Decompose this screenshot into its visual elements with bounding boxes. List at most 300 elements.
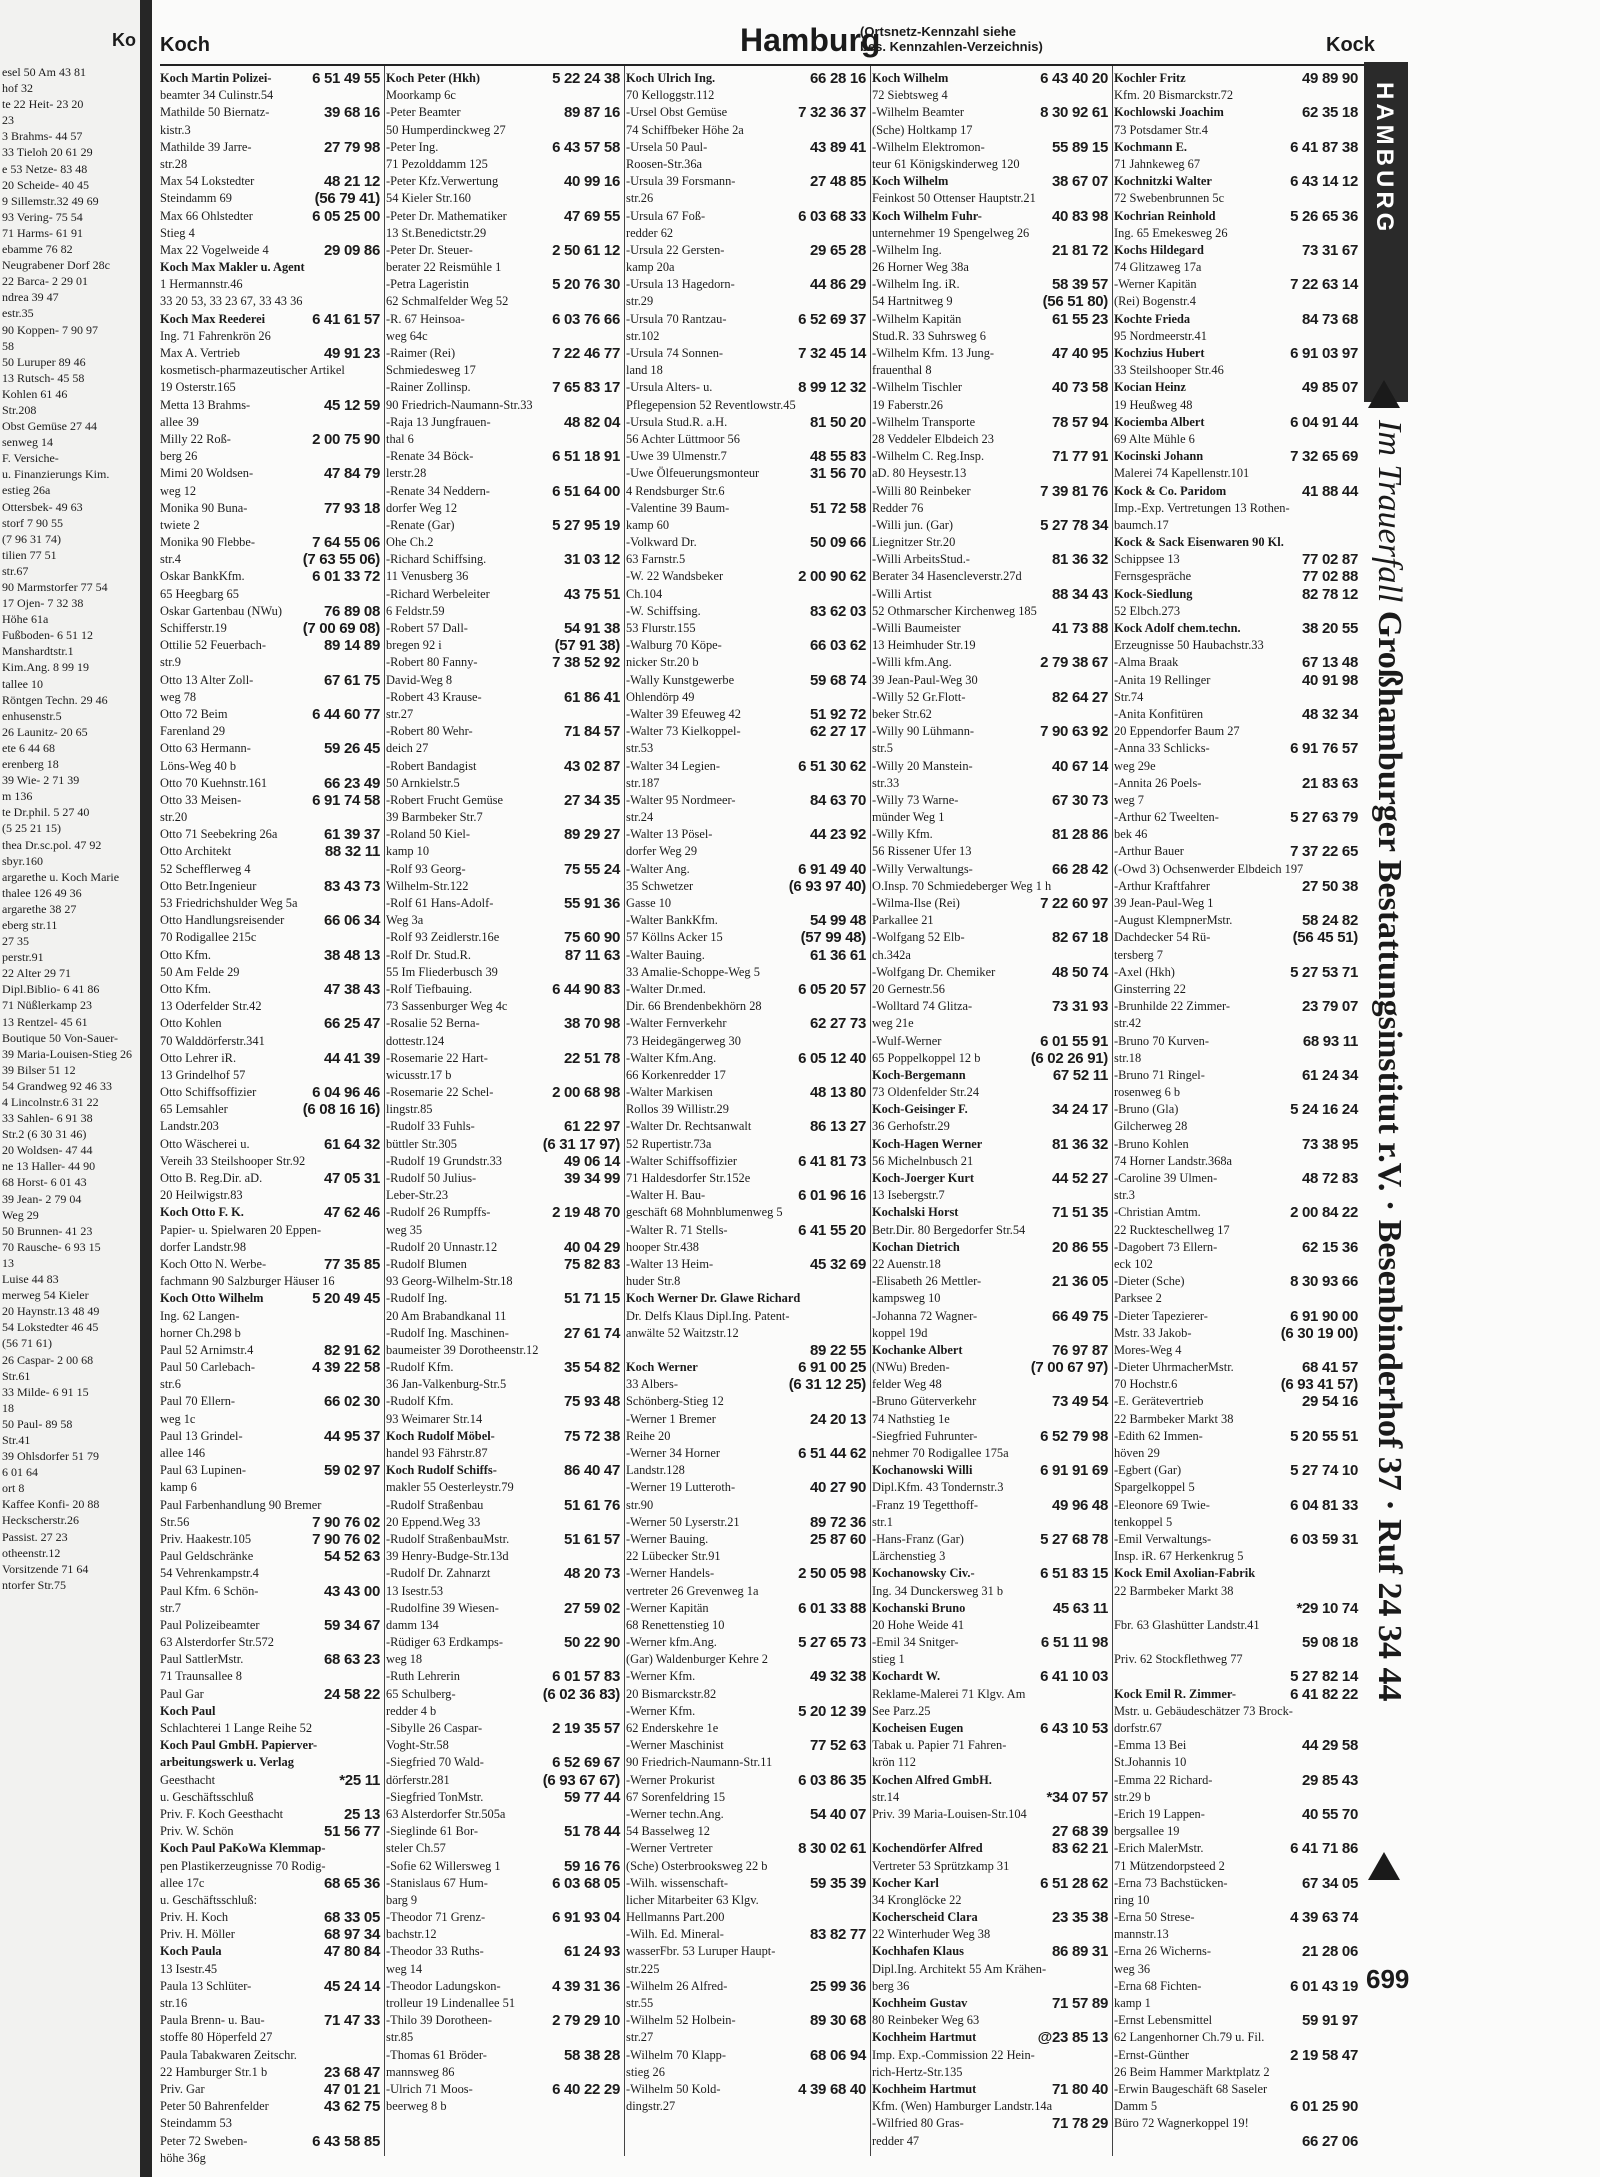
previous-page-line: 33 Sahlen- 6 91 38 — [2, 1111, 93, 1126]
entry-text: Otto 13 Alter Zoll- — [160, 672, 254, 687]
phone-number: 40 73 58 — [1052, 379, 1108, 397]
phone-number: 83 62 03 — [810, 602, 866, 620]
entry-text: -Rolf Dr. Stud.R. — [386, 947, 472, 962]
directory-entry — [626, 1393, 868, 1410]
directory-entry — [386, 672, 622, 689]
directory-entry — [386, 929, 622, 946]
entry-text: -Willy 52 Gr.Flott- — [872, 689, 966, 704]
entry-text: -Ursela 50 Paul- — [626, 139, 708, 154]
directory-entry — [872, 1806, 1110, 1823]
phone-number: 27 34 35 — [564, 791, 620, 809]
directory-entry — [626, 1290, 868, 1307]
directory-entry — [160, 1823, 382, 1840]
entry-text: Kochanowski Willi — [872, 1463, 973, 1478]
previous-page-line: senweg 14 — [2, 435, 53, 450]
entry-text: Dipl.Kfm. 43 Tondernstr.3 — [872, 1480, 1004, 1495]
directory-entry — [626, 929, 868, 946]
entry-text: 66 Korkenredder 17 — [626, 1067, 726, 1082]
directory-entry — [626, 517, 868, 534]
directory-entry — [160, 87, 382, 104]
phone-number: 89 72 36 — [810, 1513, 866, 1531]
entry-text: -Rolf 93 Georg- — [386, 861, 466, 876]
entry-text: Otto Schiffsoffizier — [160, 1085, 257, 1100]
entry-text: -Willi kfm.Ang. — [872, 655, 952, 670]
directory-entry — [160, 1772, 382, 1789]
entry-text: 56 Rissener Ufer 13 — [872, 844, 972, 859]
directory-entry — [626, 328, 868, 345]
previous-page-line: u. Finanzierungs Kim. — [2, 467, 110, 482]
directory-entry — [1114, 1118, 1360, 1135]
entry-text: Ing. 71 Fahrenkrön 26 — [160, 328, 271, 343]
entry-text: 71 Jahnkeweg 67 — [1114, 156, 1201, 171]
directory-entry — [160, 1445, 382, 1462]
entry-text: str.14 — [872, 1789, 900, 1804]
entry-text: 26 Beim Hammer Marktplatz 2 — [1114, 2064, 1270, 2079]
directory-entry — [386, 2064, 622, 2081]
phone-number: 43 02 87 — [564, 757, 620, 775]
entry-text: Koch-Joerger Kurt — [872, 1171, 974, 1185]
phone-number: 61 24 93 — [564, 1943, 620, 1961]
entry-text: str.3 — [1114, 1188, 1135, 1203]
entry-text: Koch Otto N. Werbe- — [160, 1256, 267, 1271]
entry-text: bregen 92 i — [386, 638, 442, 653]
entry-text: -Walter Dr.med. — [626, 981, 706, 996]
phone-number: 4 39 22 58 — [312, 1359, 380, 1377]
entry-text: kosmetisch-pharmazeutischer Artikel — [160, 363, 345, 378]
directory-entry — [872, 1170, 1110, 1187]
directory-entry — [872, 362, 1110, 379]
directory-entry — [160, 740, 382, 757]
directory-entry — [386, 397, 622, 414]
entry-text: Damm 5 — [1114, 2099, 1158, 2114]
phone-number: 25 87 60 — [810, 1530, 866, 1548]
directory-entry — [872, 706, 1110, 723]
directory-entry — [160, 1754, 382, 1771]
phone-number: 29 54 16 — [1302, 1393, 1358, 1411]
header-note-line2: bes. Kennzahlen-Verzeichnis) — [860, 39, 1043, 54]
directory-entry — [872, 1703, 1110, 1720]
phone-number: 59 35 39 — [810, 1874, 866, 1892]
phone-number: 29 09 86 — [324, 241, 380, 259]
entry-text: Paul Kfm. 6 Schön- — [160, 1583, 259, 1598]
entry-text: -Robert 80 Wehr- — [386, 724, 473, 739]
entry-text: -Siegfried 70 Wald- — [386, 1755, 484, 1770]
entry-text: -August KlempnerMstr. — [1114, 913, 1233, 928]
directory-entry — [626, 1703, 868, 1720]
phone-number: 6 52 69 67 — [552, 1754, 620, 1772]
directory-entry — [872, 2081, 1110, 2098]
entry-text: Kochheim Hartmut — [872, 2081, 977, 2096]
directory-entry — [872, 1222, 1110, 1239]
entry-text: -Alma Braak — [1114, 655, 1179, 670]
entry-text: 33 20 53, 33 23 67, 33 43 36 — [160, 294, 303, 309]
directory-entry — [626, 603, 868, 620]
directory-entry — [872, 1943, 1110, 1960]
entry-text: Fbr. 63 Glashütter Landstr.41 — [1114, 1617, 1260, 1632]
directory-entry — [160, 1909, 382, 1926]
entry-text: Otto Betr.Ingenieur — [160, 878, 257, 893]
directory-entry — [626, 1273, 868, 1290]
entry-text: weg 12 — [160, 483, 197, 498]
directory-entry — [872, 654, 1110, 671]
entry-text: 71 Pezolddamm 125 — [386, 156, 488, 171]
header-right-label: Kock — [1326, 34, 1375, 56]
entry-text: bek 46 — [1114, 827, 1148, 842]
entry-text: 26 Horner Weg 38a — [872, 260, 969, 275]
phone-number: 47 80 84 — [324, 1943, 380, 1961]
directory-entry — [386, 878, 622, 895]
entry-text: -Willi Artist — [872, 586, 932, 601]
entry-text: Landstr.128 — [626, 1463, 685, 1478]
entry-text: Koch Martin Polizei- — [160, 71, 272, 85]
directory-entry — [626, 1325, 868, 1342]
directory-entry — [160, 1222, 382, 1239]
entry-text: 19 Faberstr.26 — [872, 397, 943, 412]
directory-entry — [386, 345, 622, 362]
entry-text: Betr.Dir. 80 Bergedorfer Str.54 — [872, 1222, 1026, 1237]
directory-entry — [872, 2029, 1110, 2046]
previous-page-line: 20 Haynstr.13 48 49 — [2, 1304, 100, 1319]
entry-text: kamp 10 — [386, 844, 430, 859]
directory-entry — [386, 843, 622, 860]
directory-entry — [160, 431, 382, 448]
phone-number: 86 40 47 — [564, 1462, 620, 1480]
phone-number: 27 48 85 — [810, 173, 866, 191]
directory-entry — [1114, 311, 1360, 328]
entry-text: Pflegepension 52 Reventlowstr.45 — [626, 397, 796, 412]
phone-number: 6 01 57 83 — [552, 1668, 620, 1686]
directory-entry — [386, 568, 622, 585]
entry-text: Otto Lehrer iR. — [160, 1050, 237, 1065]
entry-text: -Wally Kunstgewerbe — [626, 672, 735, 687]
directory-entry — [626, 1961, 868, 1978]
entry-text: -Walter 13 Pösel- — [626, 827, 713, 842]
entry-text: 93 Weimarer Str.14 — [386, 1411, 483, 1426]
phone-number: 6 03 59 31 — [1290, 1530, 1358, 1548]
directory-entry — [386, 1634, 622, 1651]
entry-text: 20 Am Brabandkanal 11 — [386, 1308, 507, 1323]
phone-number: 6 44 60 77 — [312, 705, 380, 723]
vertical-advertisement — [1362, 420, 1412, 2060]
directory-entry — [626, 190, 868, 207]
entry-text: -Wolfgang Dr. Chemiker — [872, 964, 996, 979]
entry-text: 13 St.Benedictstr.29 — [386, 225, 487, 240]
phone-number: 8 99 12 32 — [798, 379, 866, 397]
entry-text: -Volkward Dr. — [626, 535, 697, 550]
entry-text: rich-Hertz-Str.135 — [872, 2064, 963, 2079]
previous-page-line: Str.208 — [2, 402, 37, 417]
directory-entry — [386, 689, 622, 706]
directory-entry — [872, 672, 1110, 689]
entry-text: -Dieter Tapezierer- — [1114, 1308, 1208, 1323]
entry-text: stoffe 80 Höperfeld 27 — [160, 2030, 273, 2045]
directory-entry — [1114, 1565, 1360, 1582]
phone-number: 6 43 58 85 — [312, 2132, 380, 2150]
directory-entry — [1114, 1136, 1360, 1153]
entry-text: Koch Wilhelm — [872, 71, 949, 85]
directory-entry — [160, 861, 382, 878]
directory-entry — [872, 586, 1110, 603]
entry-text: 90 Friedrich-Naumann-Str.11 — [626, 1755, 773, 1770]
directory-entry — [626, 2064, 868, 2081]
entry-text: str.4 — [160, 552, 181, 567]
entry-text: Max A. Vertrieb — [160, 346, 240, 360]
entry-text: -Walter Schiffsoffizier — [626, 1153, 738, 1168]
entry-text: 20 Heilwigstr.83 — [160, 1188, 243, 1203]
phone-number: 29 65 28 — [810, 241, 866, 259]
phone-number: 40 27 90 — [810, 1479, 866, 1497]
directory-entry — [160, 947, 382, 964]
column-4 — [872, 70, 1110, 2170]
entry-text: 65 Schulberg- — [386, 1686, 456, 1701]
directory-entry — [386, 1943, 622, 1960]
entry-text: makler 55 Oesterleystr.79 — [386, 1480, 514, 1495]
entry-text: Paul 50 Carlebach- — [160, 1360, 255, 1375]
directory-entry — [1114, 672, 1360, 689]
directory-entry — [626, 878, 868, 895]
directory-entry — [626, 1943, 868, 1960]
directory-entry — [626, 431, 868, 448]
entry-text: -Ursula 22 Gersten- — [626, 242, 725, 257]
entry-text: -Dieter UhrmacherMstr. — [1114, 1360, 1234, 1375]
directory-entry — [1114, 465, 1360, 482]
directory-entry — [160, 1995, 382, 2012]
directory-entry — [386, 517, 622, 534]
previous-page-line: 90 Koppen- 7 90 97 — [2, 322, 98, 337]
entry-text: Vereih 33 Steilshooper Str.92 — [160, 1153, 306, 1168]
entry-text: 33 Steilshooper Str.46 — [1114, 363, 1224, 378]
entry-text: u. Geschäftsschluß: — [160, 1892, 258, 1907]
directory-entry — [872, 70, 1110, 87]
directory-entry — [1114, 654, 1360, 671]
phone-number: 5 24 16 24 — [1290, 1101, 1358, 1119]
directory-entry — [872, 1050, 1110, 1067]
phone-number: 87 11 63 — [564, 946, 620, 964]
phone-number: 84 73 68 — [1302, 310, 1358, 328]
directory-entry — [160, 2029, 382, 2046]
entry-text: deich 27 — [386, 741, 429, 756]
previous-page-line: 3 Brahms- 44 57 — [2, 129, 83, 144]
directory-entry — [1114, 1978, 1360, 1995]
entry-text: -Rudolf 50 Julius- — [386, 1171, 477, 1185]
directory-entry — [626, 1892, 868, 1909]
entry-text: -Wilh. wissenschaft- — [626, 1875, 729, 1890]
directory-entry — [626, 414, 868, 431]
column-divider — [870, 66, 871, 2156]
previous-page-line: Vorsitzende 71 64 — [2, 1561, 89, 1576]
phone-number: 6 01 33 88 — [798, 1599, 866, 1617]
phone-number: 55 91 36 — [564, 895, 620, 912]
entry-text: -Werner 34 Horner — [626, 1446, 720, 1460]
entry-text: krön 112 — [872, 1755, 916, 1770]
directory-entry — [160, 1239, 382, 1256]
directory-entry — [160, 1703, 382, 1720]
entry-text: allee 146 — [160, 1446, 206, 1460]
entry-text: berg 36 — [872, 1978, 910, 1993]
entry-text: -Renate (Gar) — [386, 517, 455, 532]
entry-text: -Bruno Kohlen — [1114, 1136, 1189, 1151]
phone-number: 21 83 63 — [1302, 774, 1358, 792]
directory-entry — [626, 1926, 868, 1943]
directory-entry — [872, 1136, 1110, 1153]
phone-number: 73 38 95 — [1302, 1135, 1358, 1153]
directory-entry — [626, 1514, 868, 1531]
directory-entry — [160, 1153, 382, 1170]
entry-text: -Rudolf Kfm. — [386, 1360, 454, 1375]
entry-text: ch.342a — [872, 947, 911, 962]
entry-text: Paul 52 Arnimstr.4 — [160, 1342, 254, 1357]
phone-number: 89 87 16 — [564, 104, 620, 122]
directory-entry — [872, 929, 1110, 946]
directory-entry — [386, 551, 622, 568]
directory-entry — [1114, 276, 1360, 293]
phone-number: 6 41 81 73 — [798, 1152, 866, 1170]
directory-entry — [872, 981, 1110, 998]
phone-number: 6 04 91 44 — [1290, 413, 1358, 431]
entry-text: frauenthal 8 — [872, 363, 932, 378]
previous-page-line: 71 Nüßlerkamp 23 — [2, 998, 92, 1013]
entry-text: -Wilhelm Kapitän — [872, 311, 962, 326]
entry-text: -Bruno Güterverkehr — [872, 1394, 977, 1409]
phone-number: 29 85 43 — [1302, 1771, 1358, 1789]
directory-entry — [160, 2064, 382, 2081]
entry-text: str.16 — [160, 1996, 188, 2010]
previous-page-line: ete 6 44 68 — [2, 740, 55, 755]
phone-number: 76 89 08 — [324, 602, 380, 620]
entry-text: Otto Wäscherei u. — [160, 1136, 250, 1151]
section-tab-label: HAMBURG — [1371, 82, 1398, 236]
phone-number: 89 29 27 — [564, 826, 620, 844]
entry-text: Ginsterring 22 — [1114, 981, 1186, 996]
phone-number: 49 96 48 — [1052, 1496, 1108, 1514]
entry-text: Vertreter 53 Sprützkamp 31 — [872, 1858, 1010, 1873]
phone-number: 34 24 17 — [1052, 1101, 1108, 1119]
directory-entry — [386, 792, 622, 809]
directory-entry — [160, 1583, 382, 1600]
entry-text: Kock & Sack Eisenwaren 90 Kl. — [1114, 535, 1284, 550]
directory-entry — [1114, 861, 1360, 878]
entry-text: -Walter Markisen — [626, 1085, 713, 1100]
entry-text: Otto 33 Meisen- — [160, 792, 242, 807]
entry-text: Priv. H. Möller — [160, 1927, 235, 1942]
previous-page-line: 33 Milde- 6 91 15 — [2, 1384, 89, 1399]
entry-text: Koch Paula — [160, 1944, 222, 1959]
directory-entry — [160, 912, 382, 929]
directory-entry — [626, 981, 868, 998]
entry-text: -Peter Dr. Steuer- — [386, 242, 473, 257]
entry-text: -Robert 80 Fanny- — [386, 655, 478, 670]
entry-text: 36 Gerhofstr.29 — [872, 1119, 950, 1134]
entry-text: 11 Venusberg 36 — [386, 569, 469, 584]
directory-entry — [872, 1583, 1110, 1600]
directory-entry — [386, 1548, 622, 1565]
phone-number: 5 22 24 38 — [552, 70, 620, 87]
directory-entry — [626, 259, 868, 276]
directory-entry — [1114, 1772, 1360, 1789]
entry-text: horner Ch.298 b — [160, 1325, 241, 1340]
phone-number: 61 39 37 — [324, 826, 380, 844]
entry-text: 54 Kieler Str.160 — [386, 191, 472, 206]
phone-number: (6 93 41 57) — [1280, 1376, 1358, 1394]
entry-text: Koch Paul PaKoWa Klemmap- — [160, 1841, 326, 1856]
previous-page-line: estieg 26a — [2, 483, 51, 498]
phone-number: 8 30 93 66 — [1290, 1273, 1358, 1291]
directory-entry — [626, 1772, 868, 1789]
entry-text: 93 Georg-Wilhelm-Str.18 — [386, 1274, 513, 1289]
entry-text: Kfm. 20 Bismarckstr.72 — [1114, 88, 1234, 103]
entry-text: str.26 — [626, 191, 654, 206]
entry-text: bachstr.12 — [386, 1927, 437, 1942]
entry-text: weg 29e — [1114, 758, 1156, 773]
directory-entry — [386, 1118, 622, 1135]
entry-text: bergsallee 19 — [1114, 1824, 1180, 1839]
directory-entry — [386, 603, 622, 620]
phone-number: 6 03 76 66 — [552, 310, 620, 328]
phone-number: (6 31 12 25) — [788, 1376, 866, 1394]
phone-number: 6 91 90 00 — [1290, 1307, 1358, 1325]
previous-page-line: Luise 44 83 — [2, 1272, 59, 1287]
directory-entry — [386, 740, 622, 757]
entry-text: Malerei 74 Kapellenstr.101 — [1114, 466, 1250, 481]
previous-page-header: Ko — [112, 30, 136, 50]
previous-page-line: 33 Tieloh 20 61 29 — [2, 145, 93, 160]
directory-entry — [626, 1909, 868, 1926]
directory-entry — [386, 1995, 622, 2012]
directory-entry — [1114, 1909, 1360, 1926]
entry-text: 52 Elbch.273 — [1114, 603, 1181, 618]
previous-page-line: tilien 77 51 — [2, 547, 57, 562]
directory-entry — [160, 1548, 382, 1565]
directory-entry — [386, 1720, 622, 1737]
directory-entry — [386, 87, 622, 104]
entry-text: 22 Barmbeker Markt 38 — [1114, 1411, 1234, 1426]
directory-entry — [1114, 362, 1360, 379]
directory-entry — [1114, 1290, 1360, 1307]
previous-page-line: enhusenstr.5 — [2, 708, 62, 723]
entry-text: -Renate 34 Böck- — [386, 449, 474, 464]
phone-number: 43 43 00 — [324, 1582, 380, 1600]
entry-text: -Arthur Kraftfahrer — [1114, 878, 1210, 893]
directory-entry — [160, 929, 382, 946]
phone-number: (57 91 38) — [554, 637, 620, 655]
entry-text: Kochheim Gustav — [872, 1996, 968, 2010]
entry-text: -Emma 13 Bei — [1114, 1738, 1187, 1753]
directory-entry — [1114, 1067, 1360, 1084]
directory-entry — [386, 1136, 622, 1153]
entry-text: Ottilie 52 Feuerbach- — [160, 638, 266, 653]
entry-text: dorfer Weg 29 — [626, 844, 698, 859]
entry-text: Str.56 — [160, 1514, 190, 1529]
previous-page-line: thalee 126 49 36 — [2, 885, 82, 900]
previous-page-line: sbyr.160 — [2, 853, 44, 868]
directory-entry — [626, 2012, 868, 2029]
advertisement-text — [1370, 420, 1408, 1701]
phone-number: 48 20 73 — [564, 1565, 620, 1583]
directory-entry — [626, 1084, 868, 1101]
phone-number: 5 27 68 78 — [1040, 1530, 1108, 1548]
phone-number: 5 20 55 51 — [1290, 1427, 1358, 1445]
entry-text: Koch Otto Wilhelm — [160, 1291, 264, 1306]
entry-text: -Erna 50 Strese- — [1114, 1910, 1195, 1925]
directory-entry — [1114, 551, 1360, 568]
directory-entry — [1114, 293, 1360, 310]
previous-page-line: 20 Woldsen- 47 44 — [2, 1143, 93, 1158]
entry-text: -Willy 20 Manstein- — [872, 758, 973, 773]
entry-text: -Uwe 39 Ulmenstr.7 — [626, 449, 727, 464]
entry-text: kamp 6 — [160, 1480, 197, 1495]
phone-number: 68 63 23 — [324, 1651, 380, 1669]
directory-entry — [626, 87, 868, 104]
